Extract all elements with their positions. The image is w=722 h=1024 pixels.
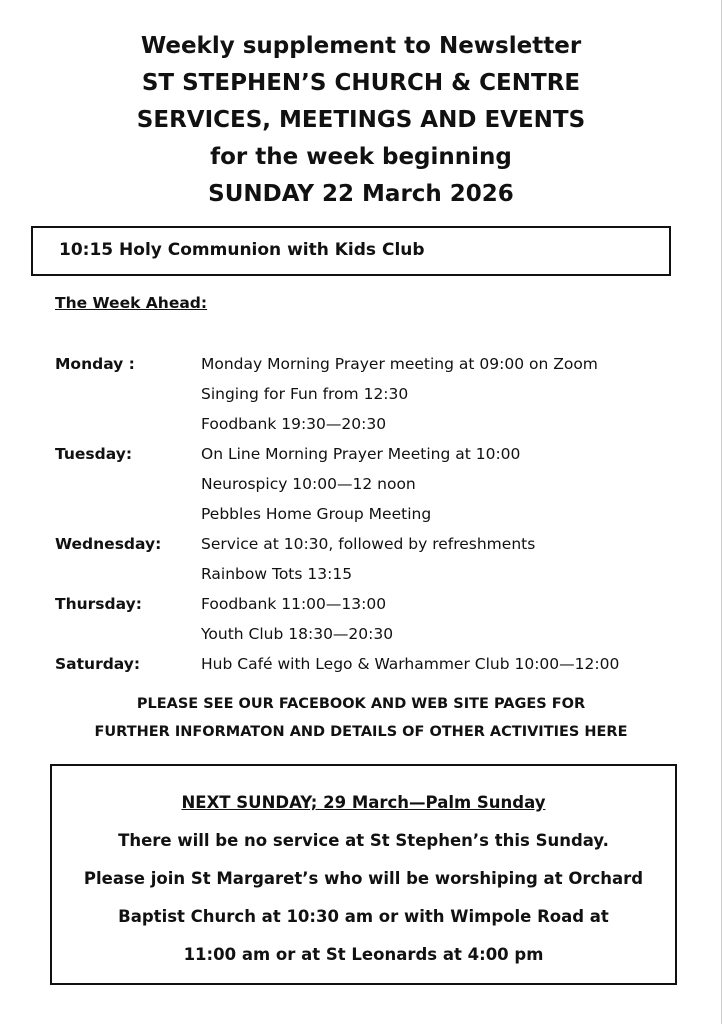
day-name: Tuesday:	[55, 445, 133, 463]
day-row-thursday	[55, 589, 695, 649]
notice-line: PLEASE SEE OUR FACEBOOK AND WEB SITE PAGES FOR	[136, 696, 586, 712]
day-name: Saturday:	[55, 655, 141, 673]
day-events	[201, 529, 695, 589]
next-sunday-line: 11:00 am or at St Leonards at 4:00 pm	[183, 945, 544, 964]
week-schedule	[55, 349, 695, 679]
notice-line: FURTHER INFORMATON AND DETAILS OF OTHER ACTIVITIES HERE	[94, 724, 628, 740]
header-line-church-name: ST STEPHEN’S CHURCH & CENTRE	[141, 70, 581, 96]
event-item: On Line Morning Prayer Meeting at 10:00	[201, 445, 521, 463]
week-ahead-title: The Week Ahead:	[55, 294, 208, 312]
event-item: Service at 10:30, followed by refreshments	[201, 535, 536, 553]
page-header	[0, 28, 722, 213]
event-item: Youth Club 18:30—20:30	[201, 625, 394, 643]
header-line-date: SUNDAY 22 March 2026	[208, 181, 514, 207]
next-sunday-box	[50, 764, 677, 985]
day-events	[201, 589, 695, 649]
next-sunday-title: NEXT SUNDAY; 29 March—Palm Sunday	[181, 793, 546, 812]
event-item: Foodbank 11:00—13:00	[201, 595, 387, 613]
event-item: Monday Morning Prayer meeting at 09:00 on Zoom	[201, 355, 598, 373]
day-row-tuesday	[55, 439, 695, 529]
day-row-wednesday	[55, 529, 695, 589]
next-sunday-line: Please join St Margaret’s who will be worshiping at Orchard	[83, 869, 644, 888]
header-line-services: SERVICES, MEETINGS AND EVENTS	[136, 107, 586, 133]
next-sunday-line: Baptist Church at 10:30 am or with Wimpole Road at	[118, 907, 609, 926]
header-line-week-beginning: for the week beginning	[210, 144, 512, 170]
sunday-service-text: 10:15 Holy Communion with Kids Club	[59, 240, 425, 260]
event-item: Rainbow Tots 13:15	[201, 565, 353, 583]
day-name: Monday :	[55, 355, 135, 373]
day-row-saturday	[55, 649, 695, 679]
event-item: Pebbles Home Group Meeting	[201, 505, 432, 523]
facebook-website-notice	[0, 690, 722, 746]
day-events	[201, 439, 695, 529]
day-row-monday	[55, 349, 695, 439]
event-item: Singing for Fun from 12:30	[201, 385, 409, 403]
day-name: Wednesday:	[55, 535, 162, 553]
header-line-supplement: Weekly supplement to Newsletter	[140, 33, 582, 59]
sunday-service-box	[31, 226, 671, 276]
event-item: Neurospicy 10:00—12 noon	[201, 475, 416, 493]
next-sunday-line: There will be no service at St Stephen’s this Sunday.	[118, 831, 609, 850]
event-item: Foodbank 19:30—20:30	[201, 415, 387, 433]
event-item: Hub Café with Lego & Warhammer Club 10:00—12:00	[201, 655, 620, 673]
day-events	[201, 649, 695, 679]
day-name: Thursday:	[55, 595, 142, 613]
day-events	[201, 349, 695, 439]
